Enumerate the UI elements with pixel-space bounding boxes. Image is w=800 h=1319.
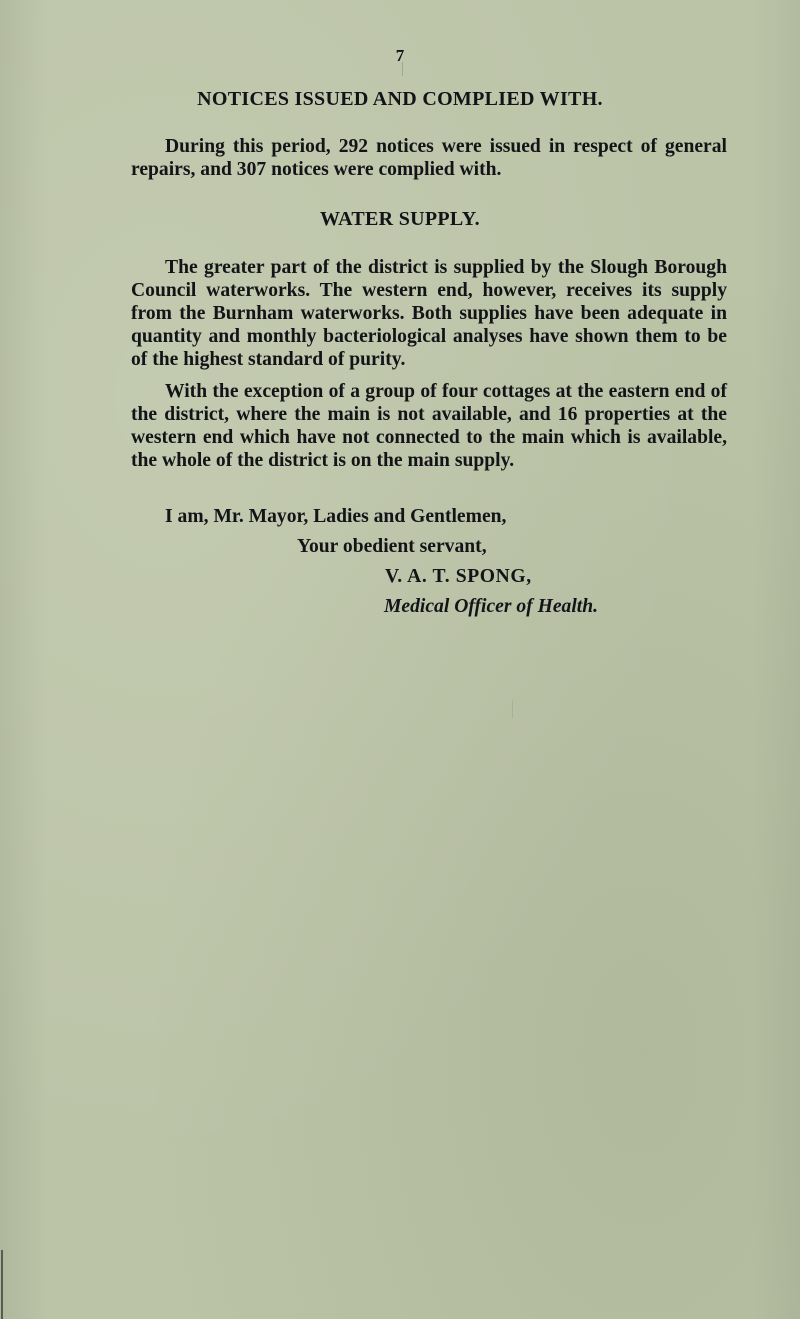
paragraph-water-supply-1: The greater part of the district is supplied by the Slough Borough Council waterworks. The western end, however, receives its supply from the Burnham waterworks. Both supplies have been adequate in quantity and monthly bacteriological analyses have shown them to be of the highest standard of purity. (131, 257, 727, 370)
signatory-name: V. A. T. SPONG, (385, 566, 532, 587)
page-number: 7 (395, 46, 405, 65)
paper-speck (512, 700, 513, 718)
heading-notices: NOTICES ISSUED AND COMPLIED WITH. (197, 88, 603, 110)
closing-salutation: I am, Mr. Mayor, Ladies and Gentlemen, (165, 506, 507, 527)
paragraph-water-supply-2: With the exception of a group of four cottages at the eastern end of the district, where the main is not available, and 16 properties at the western end which have not connected to the main which is available, the whole of the district is on the main supply. (131, 381, 727, 471)
heading-water-supply: WATER SUPPLY. (320, 208, 480, 230)
closing-valediction: Your obedient servant, (297, 536, 487, 557)
paragraph-notices: During this period, 292 notices were issued in respect of general repairs, and 307 notices were complied with. (131, 136, 727, 180)
signatory-title: Medical Officer of Health. (384, 596, 599, 617)
paper-speck (402, 62, 403, 76)
paper-edge-mark (1, 1250, 3, 1319)
